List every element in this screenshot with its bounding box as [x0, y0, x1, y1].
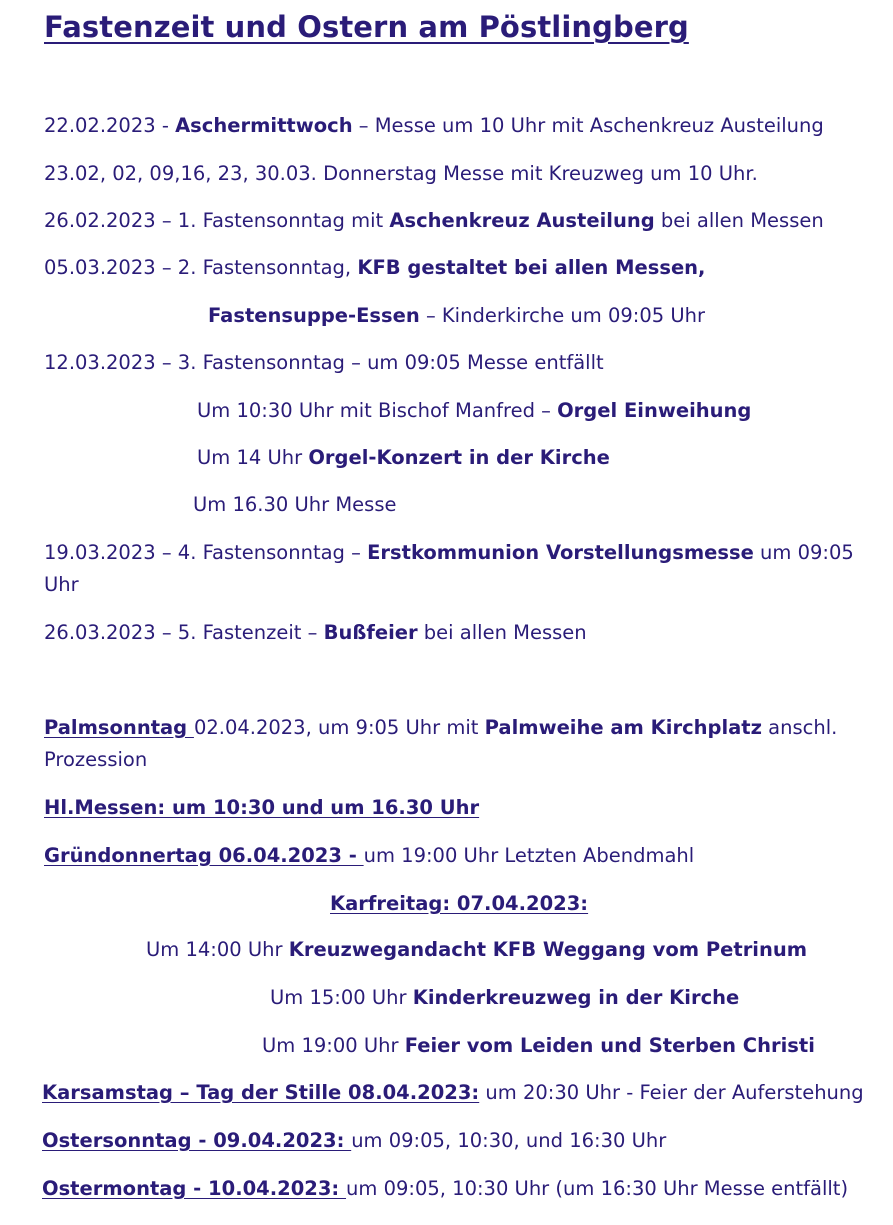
detail-text: bei allen Messen [654, 209, 824, 232]
date-text: 05.03.2023 – 2. Fastensonntag, [44, 256, 358, 279]
lent-line-sunday-3-concert [197, 442, 610, 474]
lent-line-sunday-3-mass [193, 489, 396, 521]
detail-text: um 09:05 Uhr [44, 541, 854, 596]
detail-text: 02.04.2023, um 9:05 Uhr mit [193, 716, 485, 739]
emphasis-text: Kinderkreuzweg in der Kirche [412, 986, 740, 1009]
day-heading: Karsamstag – Tag der Stille 08.04.2023: [42, 1081, 480, 1104]
lent-line-ash-wednesday [44, 110, 824, 142]
emphasis-text: Aschermittwoch [175, 114, 353, 137]
date-text: 26.02.2023 – 1. Fastensonntag mit [44, 209, 390, 232]
good-friday-line-2 [270, 982, 739, 1014]
maundy-thursday-line [44, 840, 694, 872]
easter-sunday-line [42, 1125, 666, 1157]
detail-text: bei allen Messen [417, 621, 587, 644]
day-heading: Gründonnertag 06.04.2023 - [44, 844, 364, 867]
easter-monday-line [42, 1173, 848, 1205]
emphasis-text: Fastensuppe-Essen [208, 304, 420, 327]
holy-masses-line [44, 792, 479, 824]
time-text: Um 19:00 Uhr [262, 1034, 405, 1057]
good-friday-heading [330, 888, 588, 920]
emphasis-text: Orgel-Konzert in der Kirche [308, 446, 610, 469]
detail-text: um 09:05, 10:30 Uhr (um 16:30 Uhr Messe entfällt) [346, 1177, 849, 1200]
page-title: Fastenzeit und Ostern am Pöstlingberg [44, 10, 689, 44]
detail-text: Um 10:30 Uhr mit Bischof Manfred – [197, 399, 558, 422]
day-heading: Karfreitag: 07.04.2023: [330, 892, 589, 915]
detail-text: Um 14 Uhr [197, 446, 309, 469]
day-heading: Ostersonntag - 09.04.2023: [42, 1129, 352, 1152]
good-friday-line-3 [262, 1030, 815, 1062]
detail-text: um 09:05, 10:30, und 16:30 Uhr [351, 1129, 667, 1152]
lent-line-sunday-3 [44, 347, 604, 379]
detail-text: um 20:30 Uhr - Feier der Auferstehung [479, 1081, 864, 1104]
lent-line-sunday-3-organ [197, 395, 751, 427]
lent-line-sunday-5 [44, 617, 587, 649]
palm-sunday-line [44, 712, 854, 776]
emphasis-text: Bußfeier [323, 621, 418, 644]
holy-saturday-line [42, 1077, 864, 1109]
emphasis-text: Kreuzwegandacht KFB Weggang vom Petrinum [288, 938, 808, 961]
lent-line-sunday-2 [44, 252, 705, 284]
date-text: 19.03.2023 – 4. Fastensonntag – [44, 541, 368, 564]
good-friday-line-1 [146, 934, 807, 966]
detail-text: anschl. Prozession [44, 716, 838, 771]
day-heading: Hl.Messen: um 10:30 und um 16.30 Uhr [44, 796, 480, 819]
time-text: Um 14:00 Uhr [146, 938, 289, 961]
detail-text: – Messe um 10 Uhr mit Aschenkreuz Austeilung [352, 114, 824, 137]
detail-text: Um 16.30 Uhr Messe [193, 493, 397, 516]
lent-line-sunday-4 [44, 537, 854, 601]
day-heading: Ostermontag - 10.04.2023: [42, 1177, 347, 1200]
emphasis-text: Erstkommunion Vorstellungsmesse [367, 541, 754, 564]
date-text: 22.02.2023 - [44, 114, 176, 137]
detail-text: – Kinderkirche um 09:05 Uhr [419, 304, 706, 327]
detail-text: um 19:00 Uhr Letzten Abendmahl [363, 844, 695, 867]
date-text: 26.03.2023 – 5. Fastenzeit – [44, 621, 324, 644]
day-heading: Palmsonntag [44, 716, 194, 739]
time-text: Um 15:00 Uhr [270, 986, 413, 1009]
lent-line-sunday-1 [44, 205, 824, 237]
emphasis-text: Orgel Einweihung [557, 399, 752, 422]
detail-text: 23.02, 02, 09,16, 23, 30.03. Donnerstag Messe mit Kreuzweg um 10 Uhr. [44, 162, 758, 185]
emphasis-text: KFB gestaltet bei allen Messen, [357, 256, 706, 279]
date-text: 12.03.2023 – 3. Fastensonntag – um 09:05 Messe entfällt [44, 351, 604, 374]
emphasis-text: Aschenkreuz Austeilung [389, 209, 655, 232]
lent-line-sunday-2-cont [208, 300, 705, 332]
emphasis-text: Palmweihe am Kirchplatz [484, 716, 762, 739]
emphasis-text: Feier vom Leiden und Sterben Christi [404, 1034, 815, 1057]
lent-line-thursdays [44, 158, 758, 190]
